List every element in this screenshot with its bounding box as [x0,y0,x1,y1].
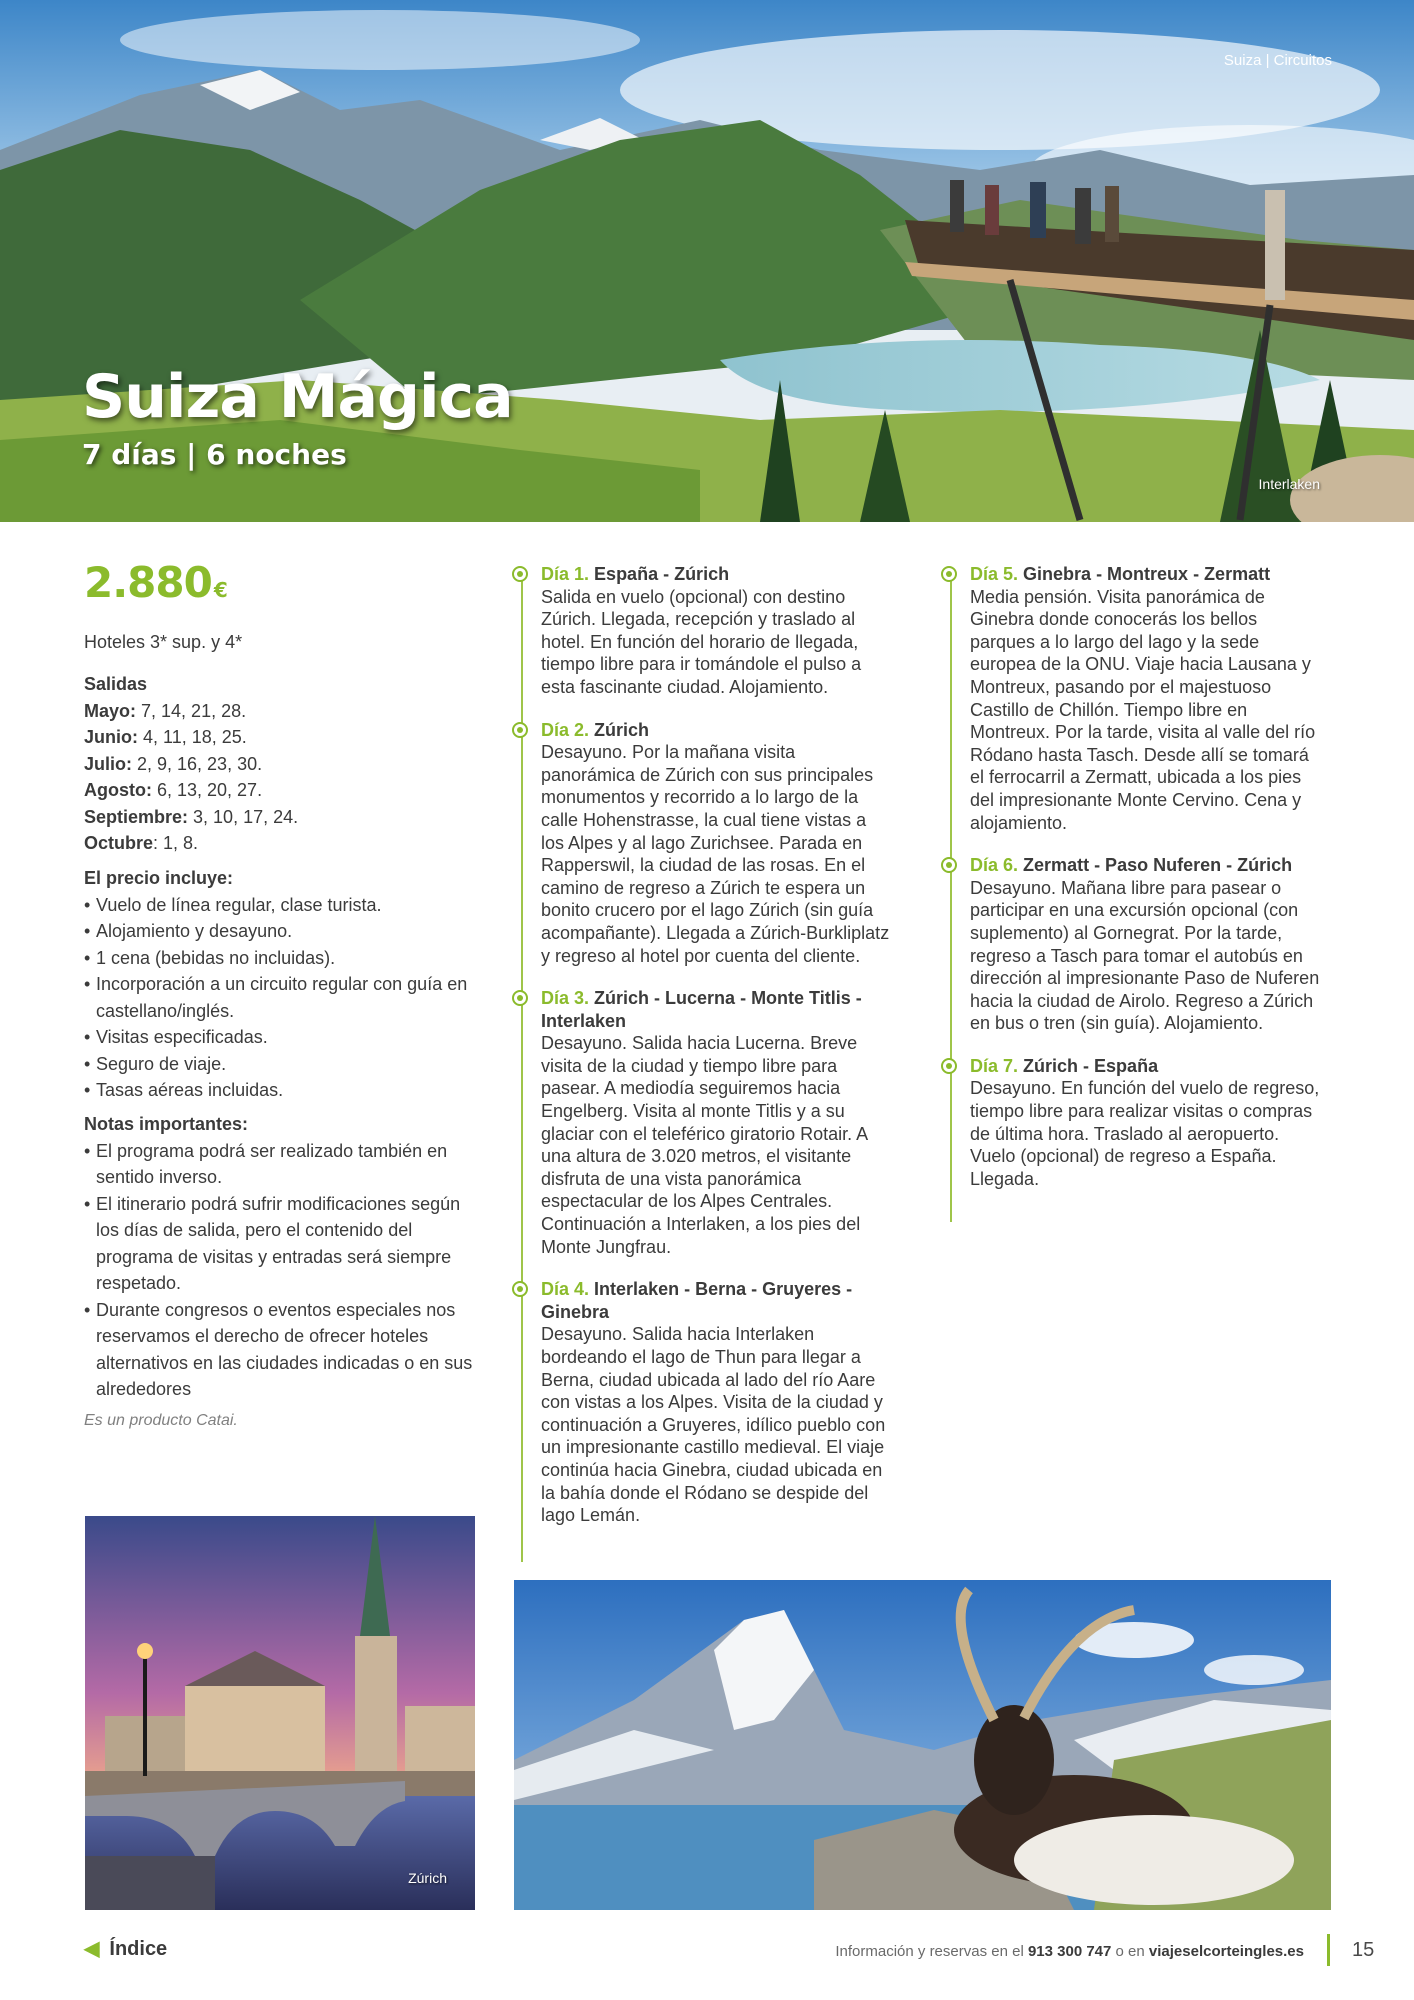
includes-heading: El precio incluye: [84,868,234,888]
itinerary-column-1 [521,563,891,1553]
notes-section [84,1111,484,1403]
timeline-dot-icon [941,566,957,582]
list-item: • Durante congresos o eventos especiales nos reservamos el derecho de ofrecer hoteles alternativos en las ciudades indicadas o en sus alrededores [84,1297,484,1403]
departure-row: Mayo: 7, 14, 21, 28. [84,700,247,721]
phone-number[interactable]: 913 300 747 [1027,1943,1112,1960]
day-title: Zermatt - Paso Nuferen - Zúrich [1023,855,1293,876]
departure-row: Julio: 2, 9, 16, 23, 30. [84,753,263,774]
departure-row: Junio: 4, 11, 18, 25. [84,727,247,747]
itinerary-column-2 [950,563,1320,1213]
itinerary-day [950,854,1320,1035]
itinerary-day [950,563,1320,834]
timeline-dot-icon [512,722,528,738]
page-title: Suiza Mágica [82,362,513,432]
departure-row: Octubre: 1, 8. [84,833,199,853]
departures-heading: Salidas [84,674,148,694]
list-item: • El programa podrá ser realizado también en sentido inverso. [84,1138,484,1191]
list-item: • 1 cena (bebidas no incluidas). [84,945,484,972]
day-text: Desayuno. En función del vuelo de regreso, tiempo libre para realizar visitas o compras de última hora. Traslado al aeropuerto. Vuelo (opcional) de regreso a España. Llegada. [970,1078,1320,1189]
includes-section [84,865,484,1104]
timeline-dot-icon [941,1058,957,1074]
matterhorn-goat-illustration [514,1580,1331,1910]
timeline-dot-icon [512,566,528,582]
day-text: Salida en vuelo (opcional) con destino Zúrich. Llegada, recepción y traslado al hotel. En función del horario de llegada, tiempo libre para ir tomándole el pulso a esta fascinante ciudad. Alojamiento. [541,586,862,697]
page-number: 15 [1352,1939,1375,1961]
breadcrumb: Suiza | Circuitos [1223,52,1332,69]
itinerary-day [521,1278,891,1527]
day-text: Desayuno. Salida hacia Lucerna. Breve visita de la ciudad y tiempo libre para pasear. A mediodía seguiremos hacia Engelberg. Visita al monte Titlis y a su glaciar con el teleférico giratorio Rotair. A una altura de 3.020 metros, el visitante disfruta de una vista panorámica espectacular de los Alpes Centrales. Continuación a Interlaken, a los pies del Monte Jungfrau. [541,1033,868,1257]
itinerary-day [521,563,891,699]
back-arrow-icon: ◀ [84,1938,100,1960]
hero-caption: Interlaken [1258,476,1320,492]
zurich-cityscape-illustration [85,1516,475,1910]
departure-row: Agosto: 6, 13, 20, 27. [84,780,263,800]
day-label: Día 5. [970,564,1019,584]
zurich-caption: Zúrich [408,1870,447,1886]
timeline-dot-icon [512,1281,528,1297]
timeline-dot-icon [941,857,957,873]
day-text: Desayuno. Mañana libre para pasear o participar en una excursión opcional (con suplemento) al Gornegrat. Por la tarde, regreso a Tasch para tomar el autobús en dirección al impresionante Paso de Nuferen hacia la ciudad de Airolo. Regreso a Zúrich en bus o tren (sin guía). Alojamiento. [970,877,1320,1034]
trip-duration: 7 días | 6 noches [82,438,347,471]
list-item: • Seguro de viaje. [84,1051,484,1078]
departures-section [84,671,484,857]
index-link[interactable] [84,1936,167,1961]
day-label: Día 3. [541,988,590,1009]
day-label: Día 6. [970,855,1019,876]
day-text: Media pensión. Visita panorámica de Ginebra donde conocerás los bellos parques a lo largo del lago y la sede europea de la ONU. Viaje hacia Lausana y Montreux, pasando por el majestuoso Castillo de Chillón. Tiempo libre en Montreux. Por la tarde, visita al valle del río Ródano hasta Tasch. Desde allí se tomará el ferrocarril a Zermatt, ubicada a los pies del impresionante Monte Cervino. Cena y alojamiento. [970,586,1316,833]
day-label: Día 2. [541,719,590,740]
price-amount: 2.880 [84,558,212,607]
day-label: Día 7. [970,1055,1019,1076]
timeline-dot-icon [512,990,528,1006]
day-label: Día 1. [541,564,590,584]
price-currency: € [213,578,227,602]
day-title: Zúrich [594,719,650,740]
hotels-category: Hoteles 3* sup. y 4* [84,632,243,652]
day-label: Día 4. [541,1279,590,1300]
contact-info: Información y reservas en el 913 300 747 o en viajeselcorteingles.es [835,1943,1304,1960]
price [84,558,227,607]
index-label: Índice [109,1938,168,1960]
footer-divider [1327,1934,1330,1966]
day-text: Desayuno. Salida hacia Interlaken bordeando el lago de Thun para llegar a Berna, ciudad ubicada al lado del río Aare con vistas a los Alpes. Visita de la ciudad y continuación a Gruyeres, idílico pueblo con un impresionante castillo medieval. El viaje continúa hacia Ginebra, ciudad ubicada en la bahía donde el Ródano se despide del lago Lemán. [541,1324,886,1526]
list-item: • Visitas especificadas. [84,1024,484,1051]
notes-heading: Notas importantes: [84,1114,249,1134]
list-item: • Alojamiento y desayuno. [84,918,484,945]
footnote: Es un producto Catai. [84,1412,238,1429]
departure-row: Septiembre: 3, 10, 17, 24. [84,806,299,827]
list-item: • El itinerario podrá sufrir modificaciones según los días de salida, pero el contenido del programa de visitas y entradas será siempre respetado. [84,1191,484,1297]
itinerary-day [521,987,891,1258]
list-item: • Incorporación a un circuito regular con guía en castellano/inglés. [84,971,484,1024]
list-item: • Vuelo de línea regular, clase turista. [84,892,484,919]
matterhorn-goat-photo [514,1580,1331,1910]
itinerary-day [521,719,891,968]
day-title: Zúrich - España [1023,1055,1159,1076]
zurich-photo [85,1516,475,1910]
itinerary-day [950,1055,1320,1191]
list-item: • Tasas aéreas incluidas. [84,1077,484,1104]
day-title: España - Zúrich [594,564,730,584]
day-title: Ginebra - Montreux - Zermatt [1023,564,1271,584]
day-title: Zúrich - Lucerna - Monte Titlis - Interlaken [541,988,862,1031]
day-title: Interlaken - Berna - Gruyeres - Ginebra [541,1279,853,1322]
day-text: Desayuno. Por la mañana visita panorámica de Zúrich con sus principales monumentos y recorrido a lo largo de la calle Hohenstrasse, la cual tiene vistas a los Alpes y al lago Zurichsee. Parada en Rapperswil, la ciudad de las rosas. En el camino de regreso a Zúrich te espera un bonito crucero por el lago Zúrich (sin guía acompañante). Llegada a Zúrich-Burkliplatz y regreso al hotel por cuenta del cliente. [541,742,890,966]
website-link[interactable]: viajeselcorteingles.es [1148,1943,1304,1960]
